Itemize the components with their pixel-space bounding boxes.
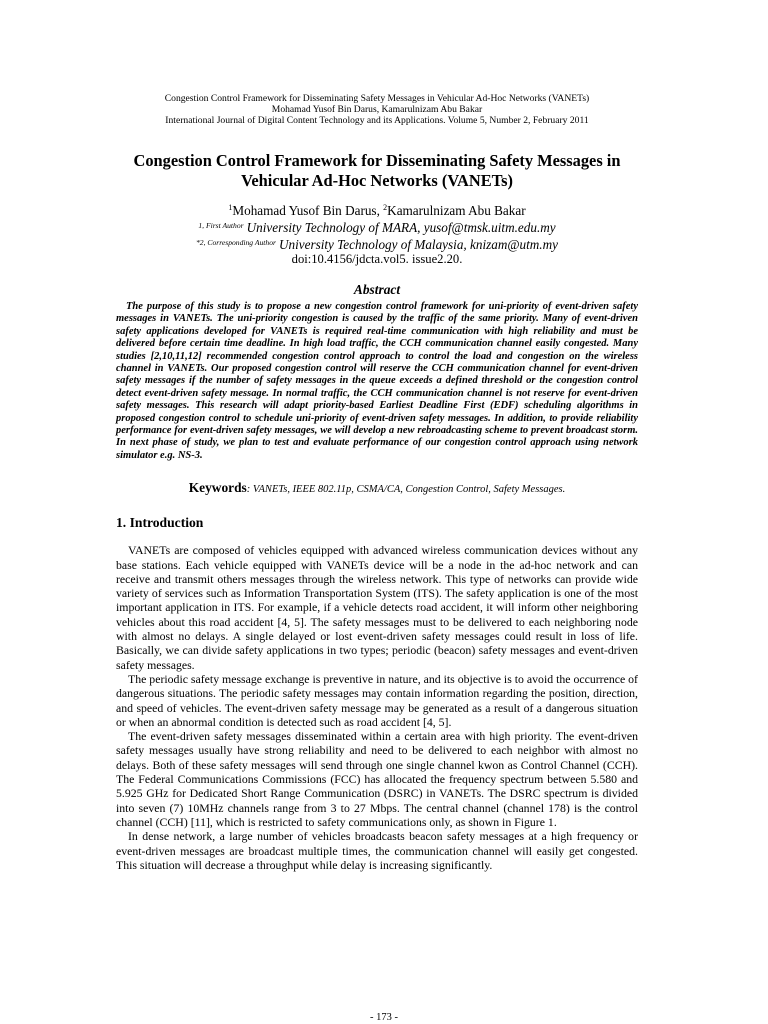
author-1-name: Mohamad Yusof Bin Darus, bbox=[232, 203, 384, 218]
keywords bbox=[116, 481, 638, 497]
section-body bbox=[116, 543, 638, 872]
section-heading: 1. Introduction bbox=[116, 515, 204, 531]
body-paragraph: The event-driven safety messages disseminated within a certain area with high priority. The event-driven safety messages usually have strong reliability and need to be delivered to each neighbor with almost no delays. Both of these safety messages will send through one single channel kwon as Control Channel (CCH). The Federal Communications Commissions (FCC) has allocated the frequency spectrum between 5.580 and 5.925 GHz for Dedicated Short Range Communication (DSRC) in VANETs. The DSRC spectrum is divided into seven (7) 10MHz channels range from 3 to 27 Mbps. The central channel (channel 178) is the control channel (CCH) [11], which is restricted to safety communications only, as shown in Figure 1. bbox=[116, 729, 638, 829]
paper-title bbox=[116, 151, 638, 191]
author-list bbox=[116, 203, 638, 218]
affiliation-1-tag: 1, First Author bbox=[198, 221, 244, 230]
affiliation-1 bbox=[116, 218, 638, 235]
author-1-superscript: 1 bbox=[228, 203, 233, 212]
abstract-text: The purpose of this study is to propose a new congestion control framework for uni-priority of event-driven safety messages in VANETs. The uni-priority congestion is caused by the traffic of the same priority. Many of event-driven safety applications developed for VANETs is required real-time communication with high reliability and must be delivered before certain time deadline. In high load traffic, the CCH communication channel easily congested. Many studies [2,10,11,12] recommended congestion control approach to control the load and congestion on the wireless channel in VANETs. Our proposed congestion control will reserve the CCH communication channel for event-driven safety messages if the number of safety messages in the queue exceeds a defined threshold or the congestion control detect event-driven safety message. In normal traffic, the CCH communication channel is not reserve for event-driven safety messages. This research will adapt priority-based Earliest Deadline First (EDF) scheduling algorithms in proposed congestion control to schedule uni-priority of event-driven safety messages. In addition, to provide reliability performance for event-driven safety messages, we will develop a new rebroadcasting scheme to prevent broadcast storm. In next phase of study, we plan to test and evaluate performance of our congestion control approach using network simulator e.g. NS-3. bbox=[116, 301, 638, 461]
body-paragraph: In dense network, a large number of vehicles broadcasts beacon safety messages at a high frequency or event-driven messages are broadcast multiple times, the communication channel will easily get congested. This situation will decrease a throughput while delay is increasing significantly. bbox=[116, 829, 638, 872]
page-number: - 173 - bbox=[370, 1012, 398, 1023]
abstract-heading: Abstract bbox=[353, 282, 401, 297]
running-header-title: Congestion Control Framework for Disseminating Safety Messages in Vehicular Ad-Hoc Networks (VANETs) bbox=[164, 93, 590, 104]
affiliation-1-text: University Technology of MARA, yusof@tmsk.uitm.edu.my bbox=[246, 220, 556, 235]
body-paragraph: The periodic safety message exchange is preventive in nature, and its objective is to avoid the occurrence of dangerous situations. The periodic safety messages may contain information regarding the position, direction, and speed of vehicles. The event-driven safety message may be generated as a result of a dangerous situation or when an abnormal condition is detected such as road accident [4, 5]. bbox=[116, 671, 638, 729]
keywords-text: : VANETs, IEEE 802.11p, CSMA/CA, Congestion Control, Safety Messages. bbox=[246, 484, 566, 496]
author-2-name: Kamarulnizam Abu Bakar bbox=[387, 203, 526, 218]
running-header bbox=[116, 93, 638, 126]
affiliation-2-text: University Technology of Malaysia, knizam@utm.my bbox=[278, 237, 558, 252]
keywords-label: Keywords bbox=[188, 480, 247, 496]
paper-title-line-2: Vehicular Ad-Hoc Networks (VANETs) bbox=[241, 171, 513, 190]
author-2-superscript: 2 bbox=[383, 203, 388, 212]
affiliation-2-tag: *2, Corresponding Author bbox=[196, 238, 276, 247]
running-header-journal: International Journal of Digital Content Technology and its Applications. Volume 5, Number 2, February 2011 bbox=[165, 115, 589, 126]
doi: doi:10.4156/jdcta.vol5. issue2.20. bbox=[291, 252, 463, 266]
paper-page bbox=[116, 0, 638, 872]
body-paragraph: VANETs are composed of vehicles equipped with advanced wireless communication devices without any base stations. Each vehicle equipped with VANETs device will be a node in the ad-hoc network and can receive and transmit others messages through the wireless network. This type of networks can provide wide variety of services such as Information Transportation System (ITS). The safety application is one of the most important application in ITS. For example, if a vehicle detects road accident, it will inform other neighboring vehicles about this road accident [4, 5]. The safety messages must to be delivered to each neighboring node with almost no delays. A single delayed or lost event-driven safety messages could result in loss of life. Basically, we can divide safety applications in two types; periodic (beacon) safety messages and event-driven safety messages. bbox=[116, 543, 638, 672]
running-header-authors: Mohamad Yusof Bin Darus, Kamarulnizam Abu Bakar bbox=[271, 104, 483, 115]
affiliation-2 bbox=[116, 235, 638, 252]
paper-title-line-1: Congestion Control Framework for Disseminating Safety Messages in bbox=[133, 151, 621, 170]
